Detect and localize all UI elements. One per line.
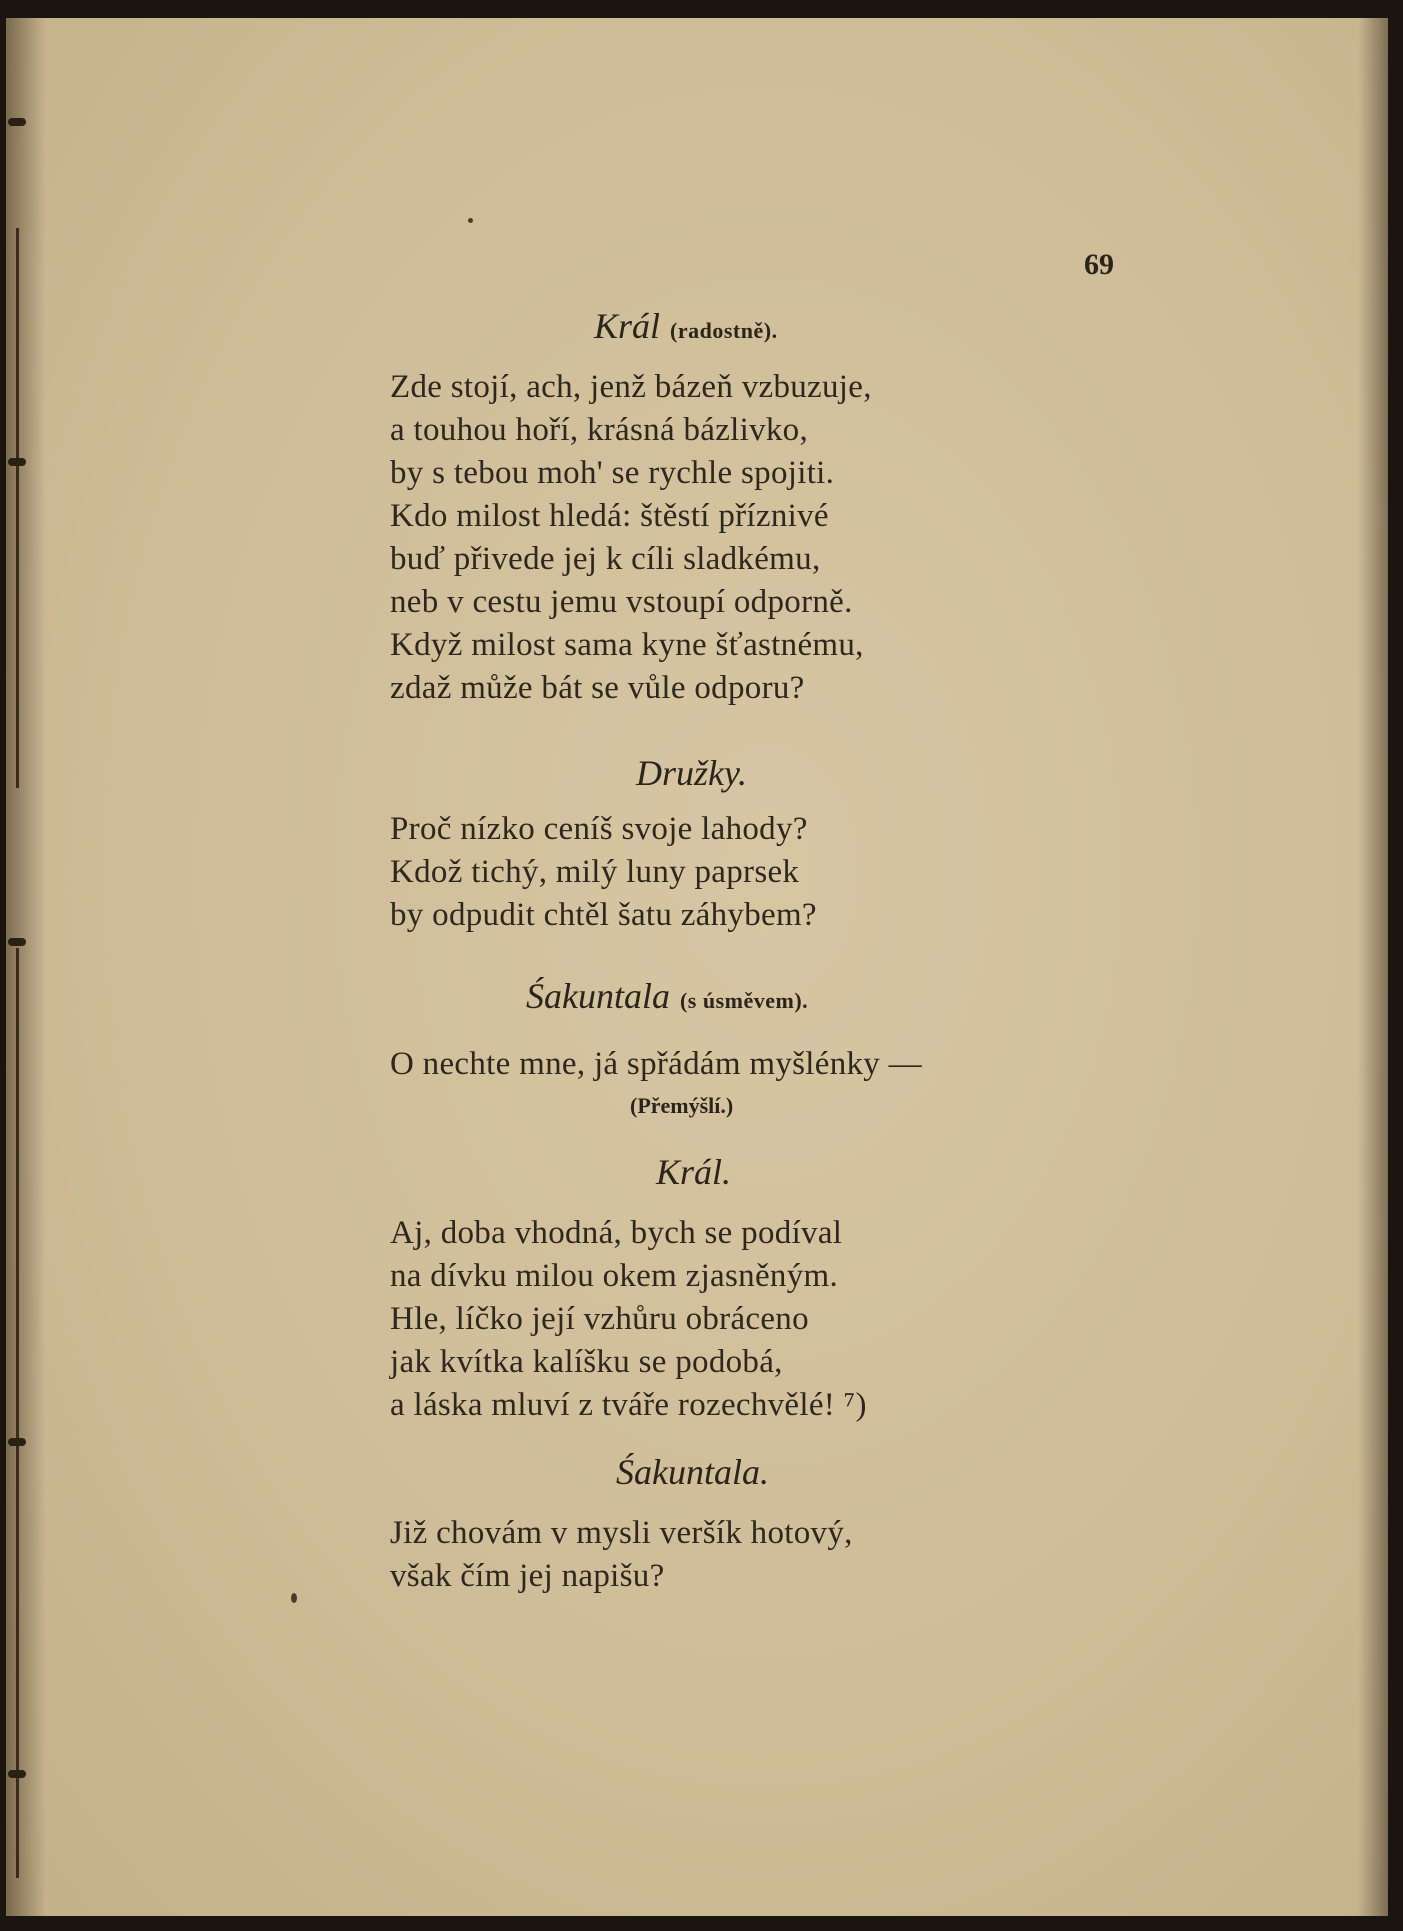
verse-line: neb v cestu jemu vstoupí odporně. (390, 584, 853, 620)
speaker-heading (594, 305, 778, 347)
verse-lines (390, 1043, 922, 1086)
verse-lines (390, 808, 817, 937)
page-number: 69 (1084, 248, 1114, 281)
speaker-name: Śakuntala (526, 976, 670, 1016)
speaker-name: Śakuntala. (616, 1452, 769, 1492)
verse-line: by s tebou moh' se rychle spojiti. (390, 455, 835, 491)
speaker-name: Družky. (636, 753, 747, 793)
page-edge-shadow (1358, 18, 1388, 1916)
paper-speck (291, 1593, 297, 1603)
verse-line: jak kvítka kalíšku se podobá, (390, 1344, 783, 1380)
gutter-shadow (6, 18, 46, 1916)
verse-line: a láska mluví z tváře rozechvělé! ⁷) (390, 1387, 867, 1423)
stage-direction: (Přemýšlí.) (630, 1093, 734, 1118)
speaker-heading (656, 1151, 731, 1193)
verse-line: O nechte mne, já spřádám myšlénky — (390, 1046, 922, 1082)
book-page (6, 18, 1388, 1916)
verse-line: zdaž může bát se vůle odporu? (390, 670, 805, 706)
speaker-name: Král. (656, 1152, 732, 1192)
binding-knot (8, 938, 26, 946)
verse-line: by odpudit chtěl šatu záhybem? (390, 897, 817, 933)
verse-line: Proč nízko ceníš svoje lahody? (390, 811, 808, 847)
binding-thread (16, 948, 19, 1878)
verse-line: a touhou hoří, krásná bázlivko, (390, 412, 809, 448)
verse-lines (390, 1212, 867, 1427)
speaker-name: Král (594, 306, 661, 346)
speaker-heading (616, 1451, 769, 1493)
verse-line: Když milost sama kyne šťastnému, (390, 627, 864, 663)
binding-thread (16, 228, 19, 788)
verse-line: Kdo milost hledá: štěstí příznivé (390, 498, 829, 534)
verse-line: buď přivede jej k cíli sladkému, (390, 541, 821, 577)
speaker-heading (526, 975, 808, 1017)
verse-line: Aj, doba vhodná, bych se podíval (390, 1215, 843, 1251)
verse-line: Kdož tichý, milý luny paprsek (390, 854, 800, 890)
verse-lines (390, 1512, 853, 1598)
speaker-heading (636, 752, 747, 794)
verse-line: Hle, líčko její vzhůru obráceno (390, 1301, 809, 1337)
stage-direction: (radostně). (670, 318, 778, 343)
verse-line: Zde stojí, ach, jenž bázeň vzbuzuje, (390, 369, 872, 405)
stage-direction: (s úsměvem). (679, 988, 809, 1013)
verse-line: však čím jej napišu? (390, 1558, 665, 1594)
binding-knot (8, 1438, 26, 1446)
verse-line: Již chovám v mysli veršík hotový, (390, 1515, 853, 1551)
binding-knot (8, 458, 26, 466)
verse-lines (390, 366, 872, 710)
paper-speck (468, 218, 473, 223)
binding-knot (8, 118, 26, 126)
verse-line: na dívku milou okem zjasněným. (390, 1258, 839, 1294)
binding-knot (8, 1770, 26, 1778)
